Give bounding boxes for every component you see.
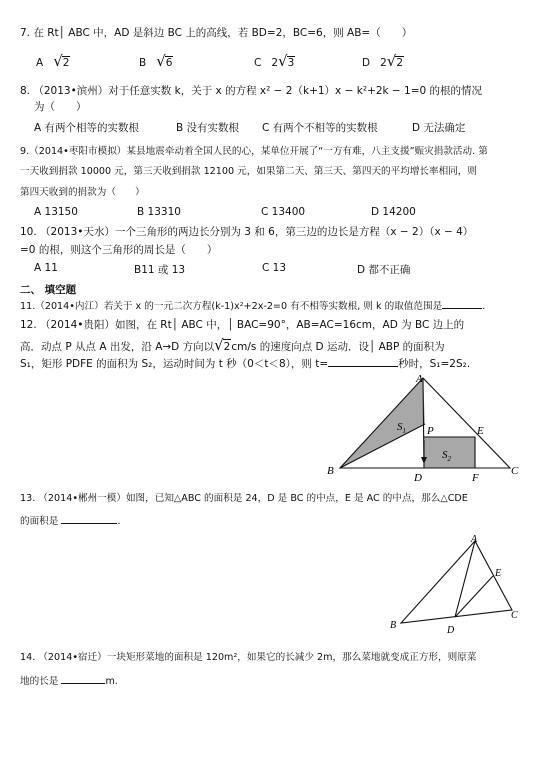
label-S2: $S_2$ — [442, 449, 451, 463]
q10-option-d: D 都不正确 — [357, 264, 411, 276]
q7-stem: 7. 在 Rt│ ABC 中，AD 是斜边 BC 上的高线，若 BD=2，BC=6，则 AB=（ ） — [20, 27, 413, 39]
label-C: C — [511, 465, 519, 477]
label-A: A — [416, 373, 423, 385]
label-B: B — [327, 465, 334, 477]
label-E: E — [477, 425, 484, 437]
section-heading-fill-in: 二、 填空题 — [20, 284, 77, 296]
label-S1: $S_1$ — [397, 421, 406, 435]
figure-triangle-cde — [385, 532, 525, 636]
q8-line2: 为（ ） — [34, 101, 87, 113]
q10-line1: 10. （2013•天水）一个三角形的两边长分别为 3 和 6，第三边的边长是方程（x − 2）（x − 4） — [20, 226, 474, 238]
q11-stem: 11.（2014•内江）若关于 x 的一元二次方程(k-1)x²+2x-2=0 有不相等实数根, 则 k 的取值范围是 . — [20, 301, 486, 312]
q13-line1: 13. （2014•郴州一模）如图，已知△ABC 的面积是 24，D 是 BC 的中点，E 是 AC 的中点，那么△CDE — [20, 493, 468, 504]
q9-option-d: D 14200 — [371, 206, 416, 218]
label-P: P — [427, 425, 434, 437]
label-C: C — [511, 610, 518, 621]
q7-option-b: B √6 — [139, 52, 173, 70]
q7-option-a: A √2 — [36, 52, 70, 70]
q10-option-a: A 11 — [34, 262, 58, 274]
label-D: D — [447, 625, 455, 636]
q9-option-a: A 13150 — [34, 206, 78, 218]
q10-line2: =0 的根，则这个三角形的周长是（ ） — [20, 244, 218, 256]
q8-option-b: B 没有实数根 — [176, 122, 240, 134]
q10-option-b: B11 或 13 — [134, 264, 186, 276]
q8-option-a: A 有两个相等的实数根 — [34, 122, 140, 134]
figure-triangle-abc-rectangle — [320, 368, 530, 484]
q12-line3: S₁，矩形 PDFE 的面积为 S₂，运动时间为 t 秒（0＜t＜8），则 t= 秒时，S₁=2S₂. — [20, 358, 471, 370]
q14-line2: 地的长是 m. — [20, 676, 118, 687]
q9-line2: 一天收到捐款 10000 元，第三天收到捐款 12100 元，如果第二天、第三天、第四天的平均增长率相同，则 — [20, 166, 477, 177]
q9-option-b: B 13310 — [137, 206, 181, 218]
label-E: E — [495, 568, 502, 579]
q8-option-c: C 有两个不相等的实数根 — [262, 122, 378, 134]
q12-line2: 高．动点 P 从点 A 出发，沿 A→D 方向以√2cm/s 的速度向点 D 运动．设│ ABP 的面积为 — [20, 336, 445, 354]
q12-line1: 12. （2014•贵阳）如图，在 Rt│ ABC 中，│ BAC=90°，AB=AC=16cm，AD 为 BC 边上的 — [20, 319, 465, 331]
q10-option-c: C 13 — [262, 262, 287, 274]
q8-option-d: D 无法确定 — [412, 122, 466, 134]
label-D: D — [414, 472, 422, 484]
label-F: F — [472, 472, 479, 484]
q8-line1: 8. （2013•滨州）对于任意实数 k，关于 x 的方程 x² − 2（k+1）x − k²+2k − 1=0 的根的情况 — [20, 85, 483, 97]
label-B: B — [390, 620, 397, 631]
q7-option-d: D 2√2 — [362, 52, 404, 70]
label-A: A — [471, 534, 478, 545]
q7-option-c: C 2√3 — [254, 52, 295, 70]
q13-line2: 的面积是 . — [20, 516, 121, 527]
q14-line1: 14. （2014•宿迁）一块矩形菜地的面积是 120m²，如果它的长减少 2m，那么菜地就变成正方形，则原菜 — [20, 652, 477, 663]
q9-line1: 9.（2014•枣阳市模拟）某县地震牵动着全国人民的心，某单位开展了“一方有难，八主支援”赈灾捐款活动. 第 — [20, 146, 488, 157]
shaded-rectangle-pdfe — [424, 437, 475, 468]
q9-option-c: C 13400 — [261, 206, 306, 218]
q9-line3: 第四天收到的捐款为（ ） — [20, 187, 145, 198]
